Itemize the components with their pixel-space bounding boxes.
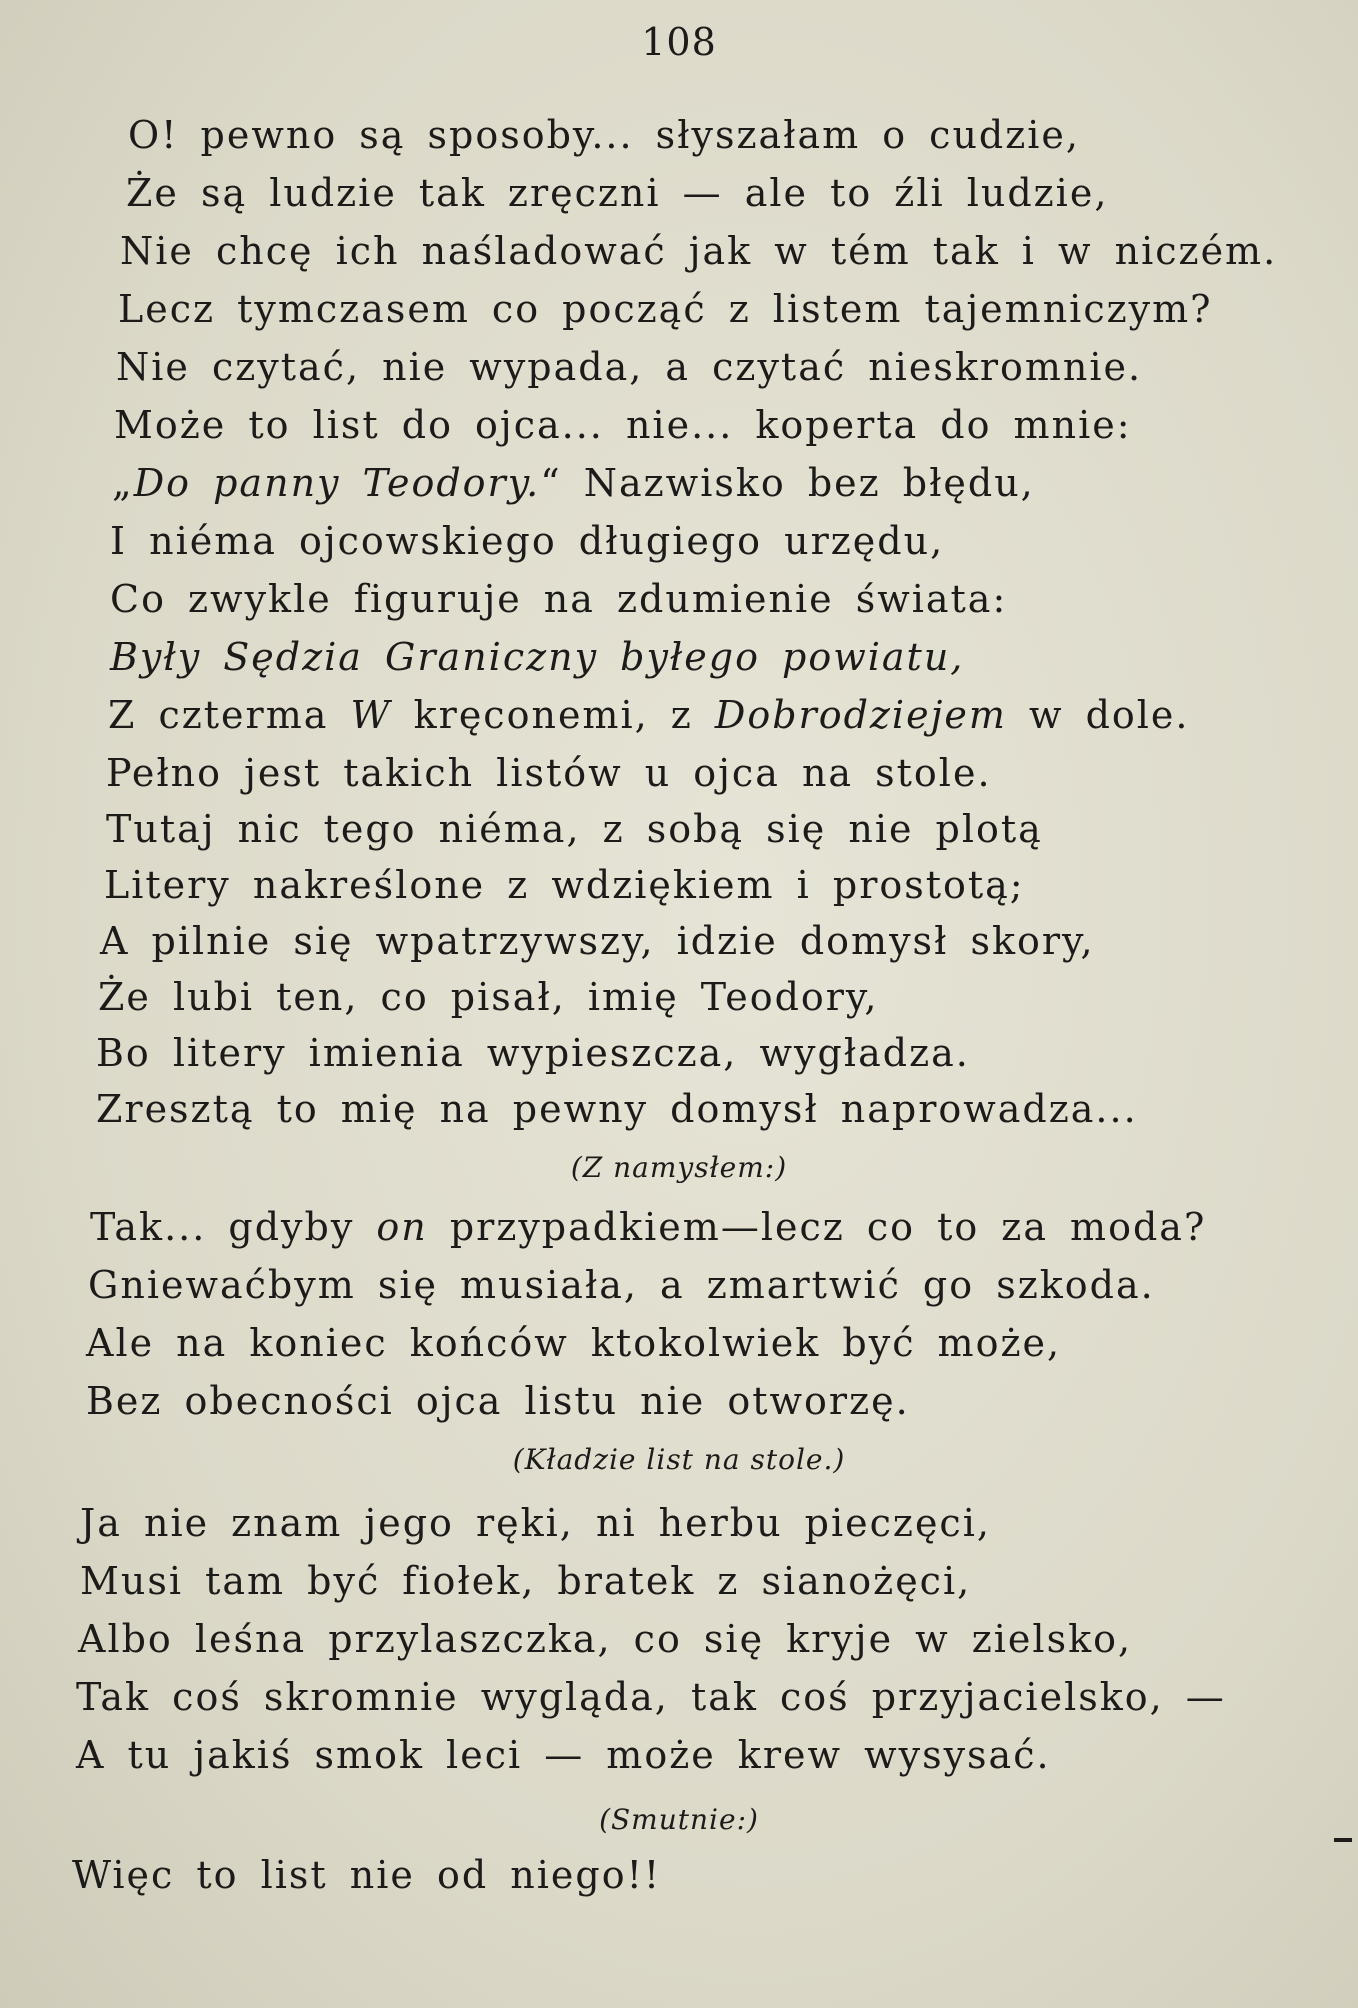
verse-line-3: Nie chcę ich naśladować jak w tém tak i w niczém. <box>120 229 1278 273</box>
verse-line-11 <box>108 692 1190 738</box>
verse-line-14: Litery nakreślone z wdziękiem i prostotą; <box>104 863 1025 907</box>
verse-line-9: Co zwykle figuruje na zdumienie świata: <box>110 577 1008 621</box>
verse-line-12: Pełno jest takich listów u ojca na stole. <box>106 751 992 795</box>
letter-title-text: Były Sędzia Graniczny byłego powiatu, <box>110 635 965 679</box>
letter-address: Do panny Teodory. <box>133 461 541 505</box>
verse-line-19-end: przypadkiem—lecz co to za moda? <box>427 1205 1207 1249</box>
verse-line-15: A pilnie się wpatrzywszy, idzie domysł skory, <box>100 919 1095 963</box>
final-line: Więc to list nie od niego!! <box>72 1853 662 1897</box>
quote-open: „ <box>112 461 134 505</box>
italic-w: W <box>350 693 392 737</box>
verse-line-10 <box>110 634 964 680</box>
verse-line-11-end: w dole. <box>1006 693 1190 737</box>
verse-line-5: Nie czytać, nie wypada, a czytać nieskromnie. <box>116 345 1143 389</box>
italic-on: on <box>376 1205 428 1249</box>
verse-line-19 <box>90 1204 1206 1250</box>
verse-line-8: I niéma ojcowskiego długiego urzędu, <box>110 519 945 563</box>
stage-direction-1: (Z namysłem:) <box>570 1151 788 1184</box>
verse-line-19-start: Tak... gdyby <box>90 1205 377 1249</box>
verse-line-2: Że są ludzie tak zręczni — ale to źli ludzie, <box>126 171 1109 215</box>
verse-line-21: Ale na koniec końców ktokolwiek być może, <box>86 1321 1062 1365</box>
edge-mark <box>1334 1838 1352 1842</box>
verse-line-16: Że lubi ten, co pisał, imię Teodory, <box>98 975 879 1019</box>
verse-line-17: Bo litery imienia wypieszcza, wygładza. <box>96 1031 970 1075</box>
verse-line-7 <box>112 460 1035 506</box>
quote-close: “ <box>540 461 562 505</box>
verse-line-4: Lecz tymczasem co począć z listem tajemniczym? <box>118 287 1213 331</box>
stage-direction-2: (Kładzie list na stole.) <box>512 1443 846 1476</box>
italic-dobrodziejem: Dobrodziejem <box>714 693 1007 737</box>
stage-direction-3: (Smutnie:) <box>599 1803 759 1836</box>
verse-line-1: O! pewno są sposoby... słyszałam o cudzie, <box>128 113 1080 157</box>
verse-line-7-rest: Nazwisko bez błędu, <box>561 461 1035 505</box>
verse-line-24: Musi tam być fiołek, bratek z sianożęci, <box>80 1559 972 1603</box>
verse-line-11-middle: kręconemi, z <box>391 693 715 737</box>
verse-line-18: Zresztą to mię na pewny domysł naprowadza... <box>96 1087 1138 1131</box>
verse-line-23: Ja nie znam jego ręki, ni herbu pieczęci, <box>80 1501 991 1545</box>
verse-line-26: Tak coś skromnie wygląda, tak coś przyjacielsko, — <box>76 1675 1226 1719</box>
verse-line-20: Gniewaćbym się musiała, a zmartwić go szkoda. <box>88 1263 1155 1307</box>
verse-line-11-start: Z czterma <box>108 693 351 737</box>
page-number: 108 <box>641 20 717 64</box>
verse-line-22: Bez obecności ojca listu nie otworzę. <box>86 1379 910 1423</box>
verse-line-13: Tutaj nic tego niéma, z sobą się nie plotą <box>106 807 1043 851</box>
verse-line-25: Albo leśna przylaszczka, co się kryje w zielsko, <box>78 1617 1133 1661</box>
verse-line-27: A tu jakiś smok leci — może krew wysysać. <box>76 1733 1051 1777</box>
verse-line-6: Może to list do ojca... nie... koperta do mnie: <box>114 403 1132 447</box>
